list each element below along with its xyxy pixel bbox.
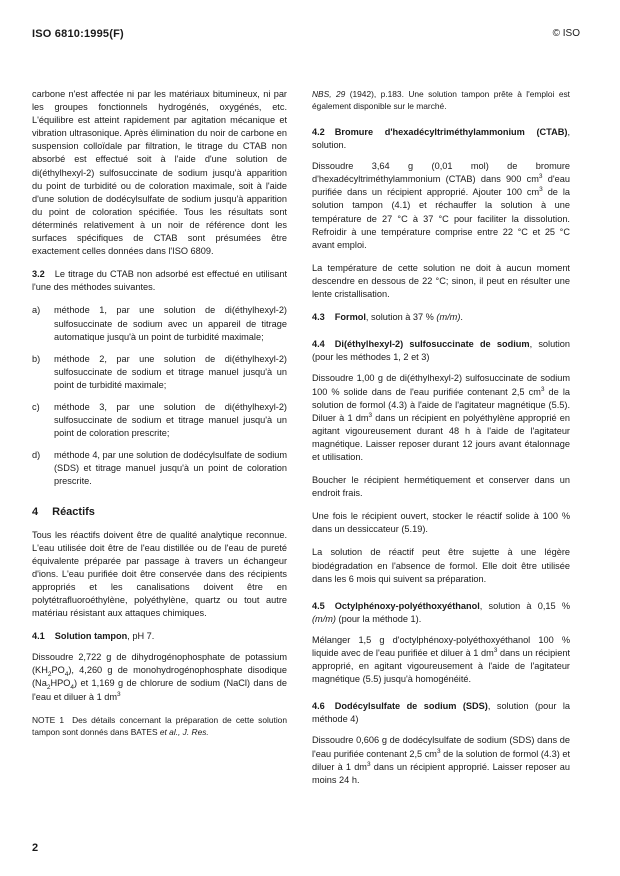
text-run: Dissoudre 3,64 g (0,01 mol) de bromure d'hexadécyltriméthylammonium (CTAB) dans 900 cm (312, 161, 570, 185)
text-run: de la solution de formol (4.3) à l'aide de l'agitateur magnétique (5.5). Diluer à 1 dm (312, 386, 570, 423)
copyright-mark: © ISO (552, 28, 580, 39)
subscript: 4 (64, 671, 69, 679)
clause-4-4-body-4: La solution de réactif peut être sujette à une légère biodégradation en l'absence de formol. Elle doit être utilisée dans les 6 mois qui suivent sa préparation. (312, 547, 570, 584)
clause-title: Octylphénoxy-polyéthoxyéthanol (334, 600, 480, 611)
clause-4-1-heading (32, 630, 287, 643)
text-run: Dissoudre 1,00 g de di(éthylhexyl-2) sulfosuccinate de sodium 100 % solide dans de l'eau purifiée contenant 2,5 cm (312, 373, 570, 397)
note-continuation (312, 88, 570, 112)
clause-number: 3.2 (32, 269, 45, 280)
clause-end: (pour la méthode 1). (335, 613, 422, 624)
journal-ref: NBS, 29 (312, 89, 346, 99)
clause-4-6-body (312, 734, 570, 786)
text-run: Dissoudre 2,722 g de dihydrogénophosphate de potassium (KH (32, 652, 287, 676)
clause-number: 4.1 (32, 631, 45, 642)
list-text: méthode 3, par une solution de di(éthylhexyl-2) sulfosuccinate de sodium et titrage manuel jusqu'à un point de coloration prescrite; (54, 401, 287, 439)
list-item (32, 353, 287, 392)
clause-4-6-heading (312, 700, 570, 726)
clause-3-2 (32, 268, 287, 294)
clause-suffix: , pH 7. (127, 631, 155, 642)
clause-suffix: , solution à 37 % (365, 312, 437, 323)
superscript: 3 (436, 747, 441, 755)
clause-4-3 (312, 311, 570, 324)
note-text: (1942), p.183. Une solution tampon prête à l'emploi est également disponible sur le marché. (312, 89, 570, 111)
text-run: de la solution de formol (4.3) et diluer à 1 dm (312, 748, 570, 772)
clause-4-5-body (312, 634, 570, 686)
section-4-heading (32, 505, 287, 519)
list-text: méthode 4, par une solution de dodécylsulfate de sodium (SDS) et titrage manuel jusqu'à un point de coloration prescrite. (54, 450, 287, 487)
paragraph-continuation: carbone n'est affectée ni par les matériaux bitumineux, ni par les groupes fonctionnels hydrogénés, oxygénés, etc. L'équilibre est atteint rapidement par agitation mécanique et vibration ultrasonique. Après élimination du noir de carbone en suspension colloïdale par filtration, le titrage du CTAB non absorbé est effectué soit à l'aide d'une solution de di(éthylhexyl-2) sulfosuccinate de sodium jusqu'à apparition du point de turbidité ou de coloration maximale, soit à l'aide d'une solution de dodécylsulfate de sodium jusqu'à apparition du point de coloration spécifiée. Tous les résultats sont déterminés relativement à un noir de référence dont les surfaces spécifiques de CTAB sont présumées être exactement celles données dans l'ISO 6809. (32, 89, 287, 257)
clause-4-2-heading (312, 126, 570, 152)
method-list (32, 304, 287, 488)
list-marker: d) (32, 450, 41, 461)
clause-title: Di(éthylhexyl-2) sulfosuccinate de sodium (334, 339, 530, 350)
superscript: 3 (493, 646, 498, 654)
text-run: dans un récipient approprié. Laisser reposer au moins 24 h. (312, 761, 570, 785)
superscript: 3 (368, 411, 373, 419)
clause-4-2-body-2: La température de cette solution ne doit à aucun moment descendre en dessous de 22 °C; sinon, il peut en résulter une lente cristallisation. (312, 262, 570, 300)
subscript: 2 (46, 684, 51, 692)
section-number: 4 (32, 505, 39, 518)
list-item (32, 401, 287, 440)
list-item (32, 449, 287, 488)
text-run: Mélanger 1,5 g d'octylphénoxy-polyéthoxyéthanol 100 % liquide avec de l'eau purifiée et diluer à 1 dm (312, 634, 570, 658)
clause-4-5-heading (312, 600, 570, 626)
clause-4-4-heading (312, 338, 570, 364)
list-text: méthode 2, par une solution de di(éthylhexyl-2) sulfosuccinate de sodium et titrage manuel jusqu'à un point de turbidité maximale; (54, 353, 287, 390)
text-run: dans un récipient approprié, en agitant vigoureusement à l'aide de l'agitateur magnétique (5.5) jusqu'à homogénéité. (312, 648, 570, 685)
clause-4-4-body-1 (312, 372, 570, 464)
clause-number: 4.5 (312, 600, 325, 611)
superscript: 3 (538, 173, 543, 181)
clause-end: . (460, 312, 463, 323)
text-run: dans un récipient en polyéthylène approprié en agitant vigoureusement durant 48 h à l'aide de l'agitateur magnétique. Laisser reposer durant 12 jours avant étalonnage et utilisation. (312, 412, 570, 462)
clause-number: 4.6 (312, 701, 325, 712)
list-text: méthode 1, par une solution de di(éthylhexyl-2) sulfosuccinate de sodium avec un appareil de titrage automatique jusqu'à un point de turbidité maximale; (54, 305, 287, 342)
superscript: 3 (366, 760, 371, 768)
section-title: Réactifs (52, 505, 95, 518)
page-number: 2 (32, 842, 39, 854)
text-run: ), 4,260 g de monohydrogénophosphate disodique (Na (32, 665, 287, 689)
superscript: 3 (540, 385, 545, 393)
subscript: 2 (47, 671, 52, 679)
note-citation: et al., J. Res. (159, 726, 209, 737)
clause-title: Dodécylsulfate de sodium (SDS) (334, 701, 488, 712)
section-4-intro: Tous les réactifs doivent être de qualité analytique reconnue. L'eau utilisée doit être de l'eau distillée ou de l'eau de pureté équivalente préparée par passage à travers un échangeur d'ions. L'eau purifiée doit être conservée dans des récipients appropriés et les canalisations doivent être en polytétrafluoroéthylène, polyéthylène, quartz ou tout autre matériau résistant aux attaques chimiques. (32, 529, 287, 619)
unit-mm: (m/m) (436, 312, 461, 323)
superscript: 3 (539, 186, 543, 194)
note-label: NOTE 1 (32, 714, 65, 725)
clause-suffix: , solution (pour les méthodes 1, 2 et 3) (312, 339, 570, 363)
clause-suffix: , solution à 0,15 % (479, 600, 570, 611)
note-text: Des détails concernant la préparation de cette solution tampon sont donnés dans BATES (32, 714, 288, 737)
clause-title: Formol (334, 312, 366, 323)
text-run: ) et 1,169 g de chlorure de sodium (NaCl) dans de l'eau et diluer à 1 dm (32, 678, 287, 702)
clause-suffix: , solution (pour la méthode 4) (312, 701, 570, 725)
clause-4-4-body-2: Boucher le récipient hermétiquement et conserver dans un endroit frais. (312, 475, 570, 499)
clause-number: 4.3 (312, 312, 325, 323)
clause-number: 4.4 (312, 339, 325, 350)
clause-number: 4.2 (312, 127, 325, 137)
clause-text: Le titrage du CTAB non adsorbé est effectué en utilisant l'une des méthodes suivantes. (32, 269, 287, 293)
superscript: 3 (117, 690, 121, 698)
text-run: de la solution tampon (4.1) et réchauffer la solution à une température de 27 °C à 37 °C pour faciliter la dissolution. Refroidir à une température comprise entre 22 °C et 25 °C avant emploi. (312, 187, 570, 250)
note-1 (32, 714, 287, 738)
clause-4-1-body (32, 651, 287, 703)
clause-title: Bromure d'hexadécyltriméthylammonium (CTAB) (334, 127, 568, 137)
text-run: HPO (50, 678, 71, 689)
left-column (32, 88, 287, 748)
standard-identifier: ISO 6810:1995(F) (32, 28, 124, 40)
text-run: d'eau purifiée dans un récipient approprié. Ajouter 100 cm (312, 174, 570, 198)
text-run: PO (51, 665, 65, 676)
clause-title: Solution tampon (54, 631, 128, 642)
right-column (312, 88, 570, 797)
list-marker: a) (32, 305, 41, 316)
clause-suffix: , solution. (312, 127, 570, 151)
list-marker: b) (32, 353, 41, 364)
list-item (32, 304, 287, 343)
subscript: 4 (70, 684, 74, 692)
list-marker: c) (32, 401, 40, 412)
clause-4-2-body-1 (312, 160, 570, 252)
text-run: Dissoudre 0,606 g de dodécylsulfate de sodium (SDS) dans de l'eau purifiée contenant 2,5 cm (312, 735, 570, 759)
clause-4-4-body-3: Une fois le récipient ouvert, stocker le réactif solide à 100 % dans un dessiccateur (5.19). (312, 511, 570, 535)
unit-mm: (m/m) (312, 613, 336, 624)
